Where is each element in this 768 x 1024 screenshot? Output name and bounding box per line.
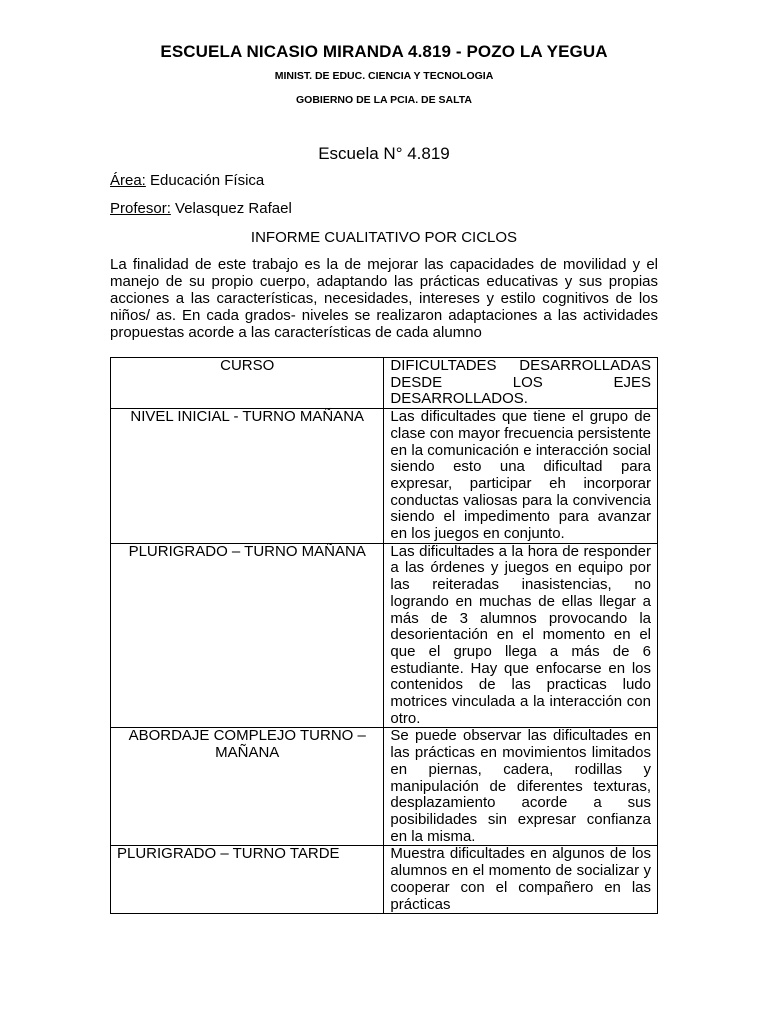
table-header-dificultades: DIFICULTADES DESARROLLADAS DESDE LOS EJES DESARROLLADOS. <box>384 358 658 409</box>
area-line <box>110 172 264 189</box>
table-row <box>111 846 658 914</box>
school-heading: Escuela N° 4.819 <box>318 144 450 163</box>
intro-paragraph: La finalidad de este trabajo es la de mejorar las capacidades de movilidad y el manejo de su propio cuerpo, adaptando las prácticas educativas y sus propias acciones a las características, necesidades, intereses y estilo cognitivos de los niños/ as. En cada grados- niveles se realizaron adaptaciones a las actividades propuestas acorde a las características de cada alumno <box>110 256 658 341</box>
table-cell-dificultades: Se puede observar las dificultades en las prácticas en movimientos limitados en piernas, cadera, rodillas y manipulación de diferentes texturas, desplazamiento acorde a sus posibilidades sin expresar confianza en la misma. <box>384 728 658 846</box>
table-header-row <box>111 358 658 409</box>
table-cell-dificultades: Las dificultades a la hora de responder a las órdenes y juegos en equipo por las reiteradas inasistencias, no logrando en muchas de ellas llegar a más de 3 alumnos provocando la desorientación en el momento en el que el grupo llega a más de 6 estudiante. Hay que enfocarse en los contenidos de las practicas ludo motrices vinculada a la interacción con otro. <box>384 543 658 728</box>
table-cell-curso: ABORDAJE COMPLEJO TURNO – MAÑANA <box>111 728 384 846</box>
table-cell-dificultades: Muestra dificultades en algunos de los alumnos en el momento de socializar y cooperar con el compañero en las prácticas <box>384 846 658 914</box>
table-row <box>111 409 658 544</box>
ministry-subtitle: MINIST. DE EDUC. CIENCIA Y TECNOLOGIA <box>274 70 494 82</box>
teacher-value: Velasquez Rafael <box>170 200 292 217</box>
table-row <box>111 728 658 846</box>
difficulties-table <box>110 357 658 914</box>
table-row <box>111 543 658 728</box>
area-value: Educación Física <box>145 172 265 189</box>
table-cell-curso: PLURIGRADO – TURNO MAÑANA <box>111 543 384 728</box>
teacher-line <box>110 200 292 217</box>
teacher-label: Profesor: <box>110 200 171 217</box>
table-cell-curso: NIVEL INICIAL - TURNO MAÑANA <box>111 409 384 544</box>
table-header-curso: CURSO <box>111 358 384 409</box>
table-cell-dificultades: Las dificultades que tiene el grupo de clase con mayor frecuencia persistente en la comunicación e interacción social siendo esto una dificultad para expresar, participar eh incorporar conductas valiosas para la convivencia siendo el impedimento para avanzar en los juegos en conjunto. <box>384 409 658 544</box>
report-title: INFORME CUALITATIVO POR CICLOS <box>250 229 518 246</box>
document-title: ESCUELA NICASIO MIRANDA 4.819 - POZO LA YEGUA <box>160 42 608 61</box>
area-label: Área: <box>110 172 146 189</box>
government-subtitle: GOBIERNO DE LA PCIA. DE SALTA <box>296 94 472 106</box>
table-cell-curso: PLURIGRADO – TURNO TARDE <box>111 846 384 914</box>
